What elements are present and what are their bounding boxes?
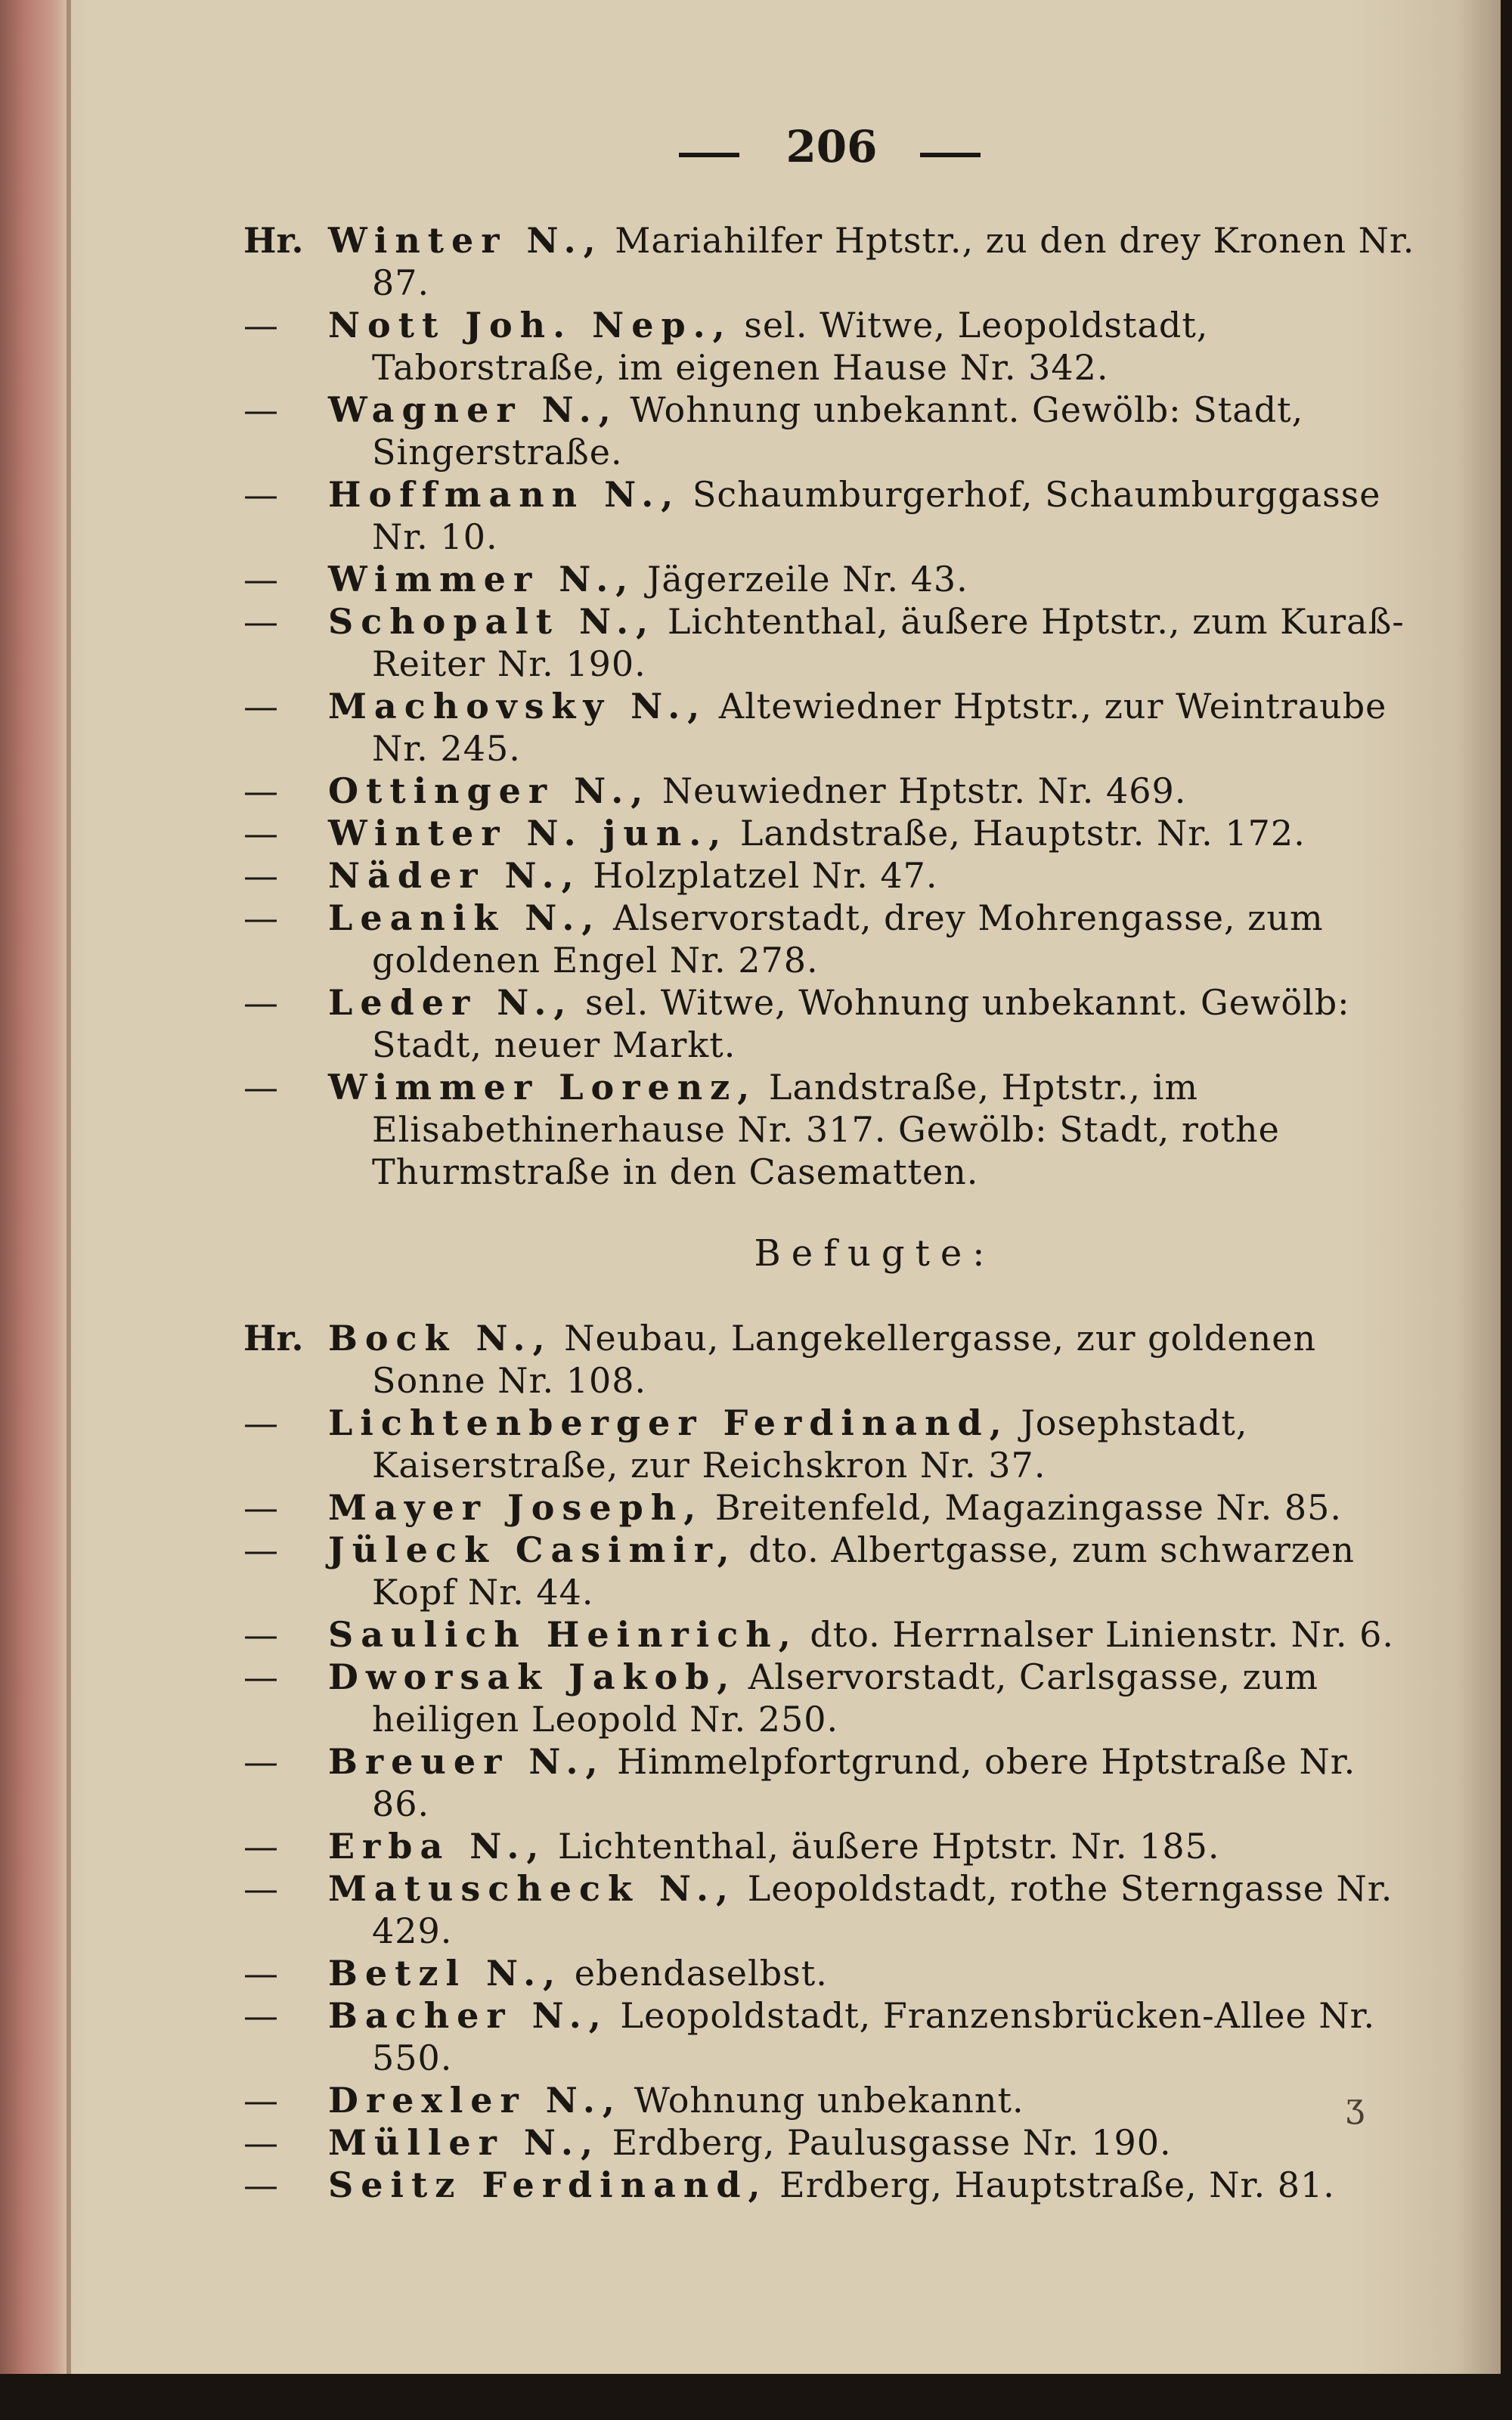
entry-name: Dworsak Jakob, — [328, 1656, 737, 1697]
entry-lead: — — [243, 1826, 278, 1867]
entry-lead: — — [243, 305, 278, 345]
entry-address: Neubau, Langekellergasse, zur goldenen Sonne Nr. 108. — [372, 1318, 1317, 1401]
entry-address: Erdberg, Hauptstraße, Nr. 81. — [767, 2164, 1335, 2205]
entry-item — [243, 770, 1423, 812]
entry-address: sel. Witwe, Wohnung unbekannt. Gewölb: Stadt, neuer Markt. — [372, 982, 1350, 1065]
entry-item — [243, 897, 1423, 981]
entry-lead: — — [243, 1067, 278, 1108]
entry-lead: — — [243, 813, 278, 854]
entry-name: Breuer N., — [328, 1741, 606, 1782]
entry-address: Neuwiedner Hptstr. Nr. 469. — [650, 770, 1187, 811]
entry-item — [243, 1486, 1423, 1529]
entry-lead: — — [243, 1614, 278, 1655]
entry-name: Wagner N., — [328, 389, 618, 430]
entry-name: Machovsky N., — [328, 686, 708, 727]
entry-lead: — — [243, 770, 278, 811]
page-number: 206 — [785, 121, 878, 172]
entry-lead: — — [243, 2164, 278, 2205]
entry-item — [243, 1867, 1423, 1952]
entry-lead: — — [243, 1487, 278, 1528]
entry-item — [243, 2121, 1423, 2164]
entry-name: Leanik N., — [328, 897, 602, 938]
entry-item — [243, 1994, 1423, 2079]
entry-item — [243, 600, 1423, 685]
entry-item — [243, 2164, 1423, 2206]
entry-item — [243, 812, 1423, 854]
entry-address: Altewiedner Hptstr., zur Weintraube Nr. 245. — [372, 686, 1387, 769]
page-edge-red — [0, 0, 70, 2374]
entry-item — [243, 389, 1423, 473]
entry-name: Saulich Heinrich, — [328, 1614, 798, 1655]
entry-item — [243, 473, 1423, 558]
entry-item — [243, 981, 1423, 1066]
entry-address: Schaumburgerhof, Schaumburggasse Nr. 10. — [372, 474, 1381, 557]
entry-address: Jägerzeile Nr. 43. — [635, 559, 968, 600]
entry-name: Leder N., — [328, 982, 574, 1023]
entry-address: Lichtenthal, äußere Hptstr. Nr. 185. — [546, 1826, 1220, 1867]
entry-address: Alservorstadt, Carlsgasse, zum heiligen Leopold Nr. 250. — [372, 1656, 1319, 1740]
entry-address: Leopoldstadt, Franzensbrücken-Allee Nr. 550. — [372, 1995, 1376, 2078]
entry-name: Drexler N., — [328, 2080, 622, 2121]
entry-address: Josephstadt, Kaiserstraße, zur Reichskron Nr. 37. — [372, 1402, 1248, 1486]
entry-name: Erba N., — [328, 1826, 547, 1867]
entry-address: Alservorstadt, drey Mohrengasse, zum goldenen Engel Nr. 278. — [372, 897, 1324, 981]
entry-address: Mariahilfer Hptstr., zu den drey Kronen Nr. 87. — [372, 220, 1415, 303]
entry-lead: — — [243, 559, 278, 600]
entry-lead: — — [243, 1995, 278, 2036]
entry-address: dto. Herrnalser Linienstr. Nr. 6. — [798, 1614, 1394, 1655]
entry-item — [243, 854, 1423, 897]
entry-lead: — — [243, 474, 278, 515]
entry-item — [243, 1613, 1423, 1656]
entries-list-a — [243, 219, 1423, 1193]
entry-lead: — — [243, 2080, 278, 2121]
page-shadow — [1455, 0, 1501, 2374]
entry-name: Winter N. jun., — [328, 813, 729, 854]
entry-lead: Hr. — [243, 1318, 304, 1359]
entry-name: Lichtenberger Ferdinand, — [328, 1402, 1009, 1443]
entry-name: Jüleck Casimir, — [328, 1529, 737, 1570]
section-title: Befugte: — [754, 1232, 996, 1275]
entry-item — [243, 1402, 1423, 1486]
margin-mark: ʒ — [1346, 2087, 1365, 2125]
entry-name: Hoffmann N., — [328, 474, 681, 515]
entry-lead: — — [243, 1529, 278, 1570]
entry-lead: — — [243, 686, 278, 727]
entry-item — [243, 1317, 1423, 1402]
entry-address: dto. Albertgasse, zum schwarzen Kopf Nr. 44. — [372, 1529, 1355, 1613]
entry-address: Landstraße, Hptstr., im Elisabethinerhause Nr. 317. Gewölb: Stadt, rothe Thurmstraße in den Casematten. — [372, 1067, 1280, 1192]
entry-item — [243, 219, 1423, 304]
entry-address: Breitenfeld, Magazingasse Nr. 85. — [703, 1487, 1343, 1528]
entry-address: Lichtenthal, äußere Hptstr., zum Kuraß-Reiter Nr. 190. — [372, 601, 1405, 684]
entry-lead: — — [243, 855, 278, 896]
entries-list-b — [243, 1317, 1423, 2206]
entry-item — [243, 1740, 1423, 1825]
entry-item — [243, 1529, 1423, 1613]
entry-lead: — — [243, 1402, 278, 1443]
entry-lead: — — [243, 2122, 278, 2163]
entry-address: Landstraße, Hauptstr. Nr. 172. — [728, 813, 1306, 854]
entry-item — [243, 1952, 1423, 1994]
entry-address: Wohnung unbekannt. Gewölb: Stadt, Singerstraße. — [372, 389, 1304, 473]
entry-name: Bacher N., — [328, 1995, 609, 2036]
entry-name: Bock N., — [328, 1318, 553, 1359]
entry-name: Näder N., — [328, 855, 581, 896]
entry-lead: — — [243, 897, 278, 938]
entry-item — [243, 1825, 1423, 1867]
entry-address: Wohnung unbekannt. — [621, 2080, 1024, 2121]
entry-address: ebendaselbst. — [562, 1953, 828, 1994]
entry-address: Holzplatzel Nr. 47. — [581, 855, 938, 896]
entry-item — [243, 1066, 1423, 1193]
entry-name: Betzl N., — [328, 1953, 563, 1994]
entry-name: Seitz Ferdinand, — [328, 2164, 768, 2205]
entry-lead: — — [243, 1656, 278, 1697]
entry-lead: Hr. — [243, 220, 304, 261]
entry-address: Erdberg, Paulusgasse Nr. 190. — [600, 2122, 1172, 2163]
entry-item — [243, 685, 1423, 770]
entry-name: Matuscheck N., — [328, 1868, 736, 1909]
entry-lead: — — [243, 1868, 278, 1909]
entry-lead: — — [243, 389, 278, 430]
entry-address: Himmelpfortgrund, obere Hptstraße Nr. 86. — [372, 1741, 1356, 1824]
entry-item — [243, 558, 1423, 600]
entry-name: Wimmer N., — [328, 559, 636, 600]
entry-item — [243, 304, 1423, 389]
entry-address: Leopoldstadt, rothe Sterngasse Nr. 429. — [372, 1868, 1393, 1951]
entry-lead: — — [243, 1953, 278, 1994]
header-dash-right — [920, 153, 981, 157]
entry-name: Nott Joh. Nep., — [328, 305, 733, 345]
entry-address: sel. Witwe, Leopoldstadt, Taborstraße, im eigenen Hause Nr. 342. — [372, 305, 1209, 388]
entry-name: Mayer Joseph, — [328, 1487, 704, 1528]
entry-lead: — — [243, 1741, 278, 1782]
entry-item — [243, 2079, 1423, 2121]
header-dash-left — [679, 153, 739, 157]
entry-name: Wimmer Lorenz, — [328, 1067, 758, 1108]
entry-name: Ottinger N., — [328, 770, 651, 811]
entries-list — [243, 219, 1423, 2206]
entry-item — [243, 1656, 1423, 1740]
entry-name: Winter N., — [328, 220, 603, 261]
entry-lead: — — [243, 982, 278, 1023]
binding-line — [67, 0, 71, 2374]
entry-name: Schopalt N., — [328, 601, 656, 642]
entry-name: Müller N., — [328, 2122, 600, 2163]
entry-lead: — — [243, 601, 278, 642]
